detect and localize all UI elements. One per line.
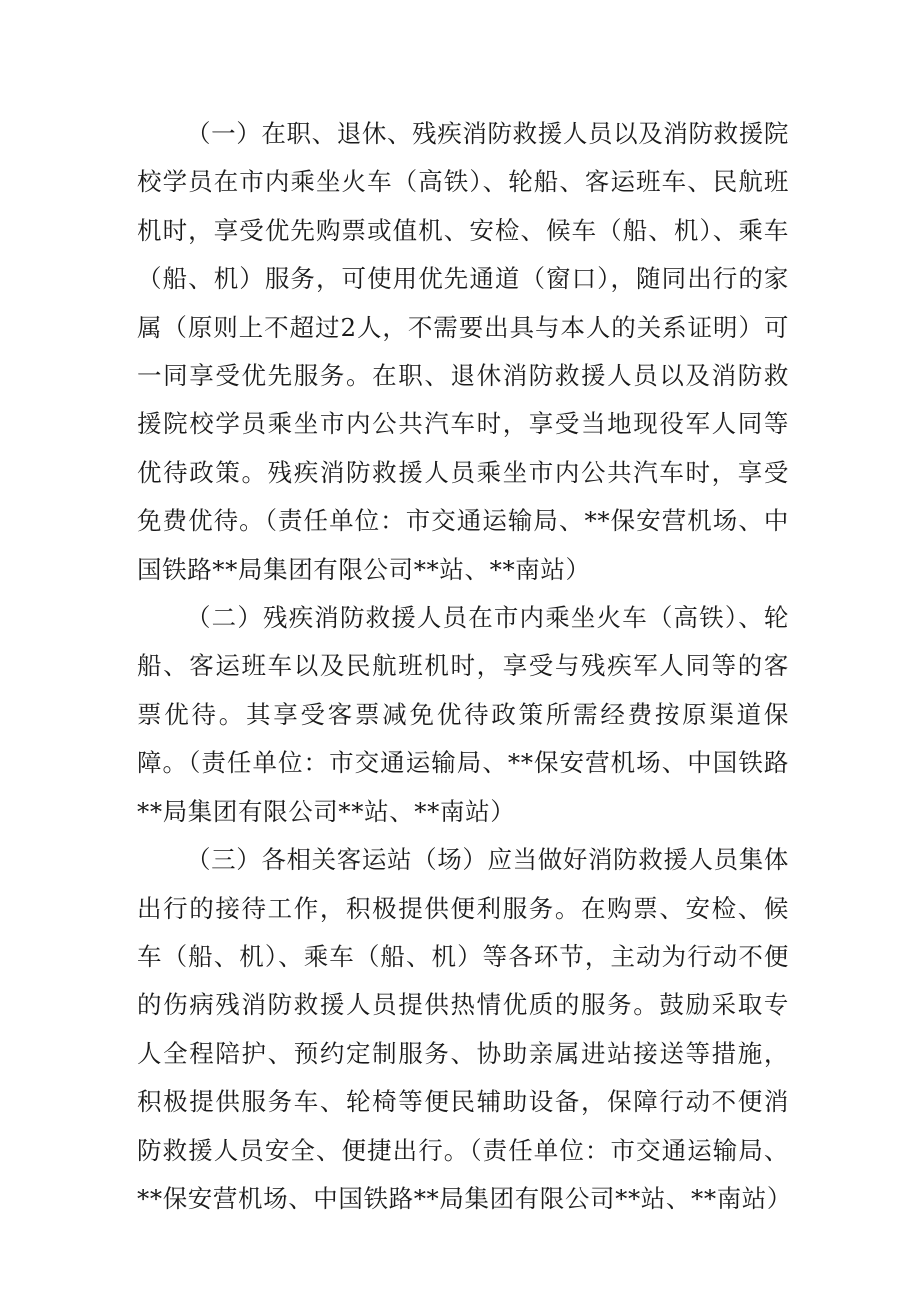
paragraph-1: （一）在职、退休、残疾消防救援人员以及消防救援院校学员在市内乘坐火车（高铁）、轮船、客运班车、民航班机时，享受优先购票或值机、安检、候车（船、机）、乘车（船、机）服务，可使用优先通道（窗口），随同出行的家属（原则上不超过2人，不需要出具与本人的关系证明）可一同享受优先服务。在职、退休消防救援人员以及消防救援院校学员乘坐市内公共汽车时，享受当地现役军人同等优待政策。残疾消防救援人员乘坐市内公共汽车时，享受免费优待。（责任单位：市交通运输局、**保安营机场、中国铁路**局集团有限公司**站、**南站） — [137, 119, 789, 584]
document-body — [137, 110, 792, 1223]
paragraph-3: （三）各相关客运站（场）应当做好消防救援人员集体出行的接待工作，积极提供便利服务。在购票、安检、候车（船、机）、乘车（船、机）等各环节，主动为行动不便的伤病残消防救援人员提供热情优质的服务。鼓励采取专人全程陪护、预约定制服务、协助亲属进站接送等措施，积极提供服务车、轮椅等便民辅助设备，保障行动不便消防救援人员安全、便捷出行。（责任单位：市交通运输局、**保安营机场、中国铁路**局集团有限公司**站、**南站） — [137, 845, 792, 1213]
paragraph-2: （二）残疾消防救援人员在市内乘坐火车（高铁）、轮船、客运班车以及民航班机时，享受与残疾军人同等的客票优待。其享受客票减免优待政策所需经费按原渠道保障。（责任单位：市交通运输局、**保安营机场、中国铁路**局集团有限公司**站、**南站） — [137, 603, 789, 826]
